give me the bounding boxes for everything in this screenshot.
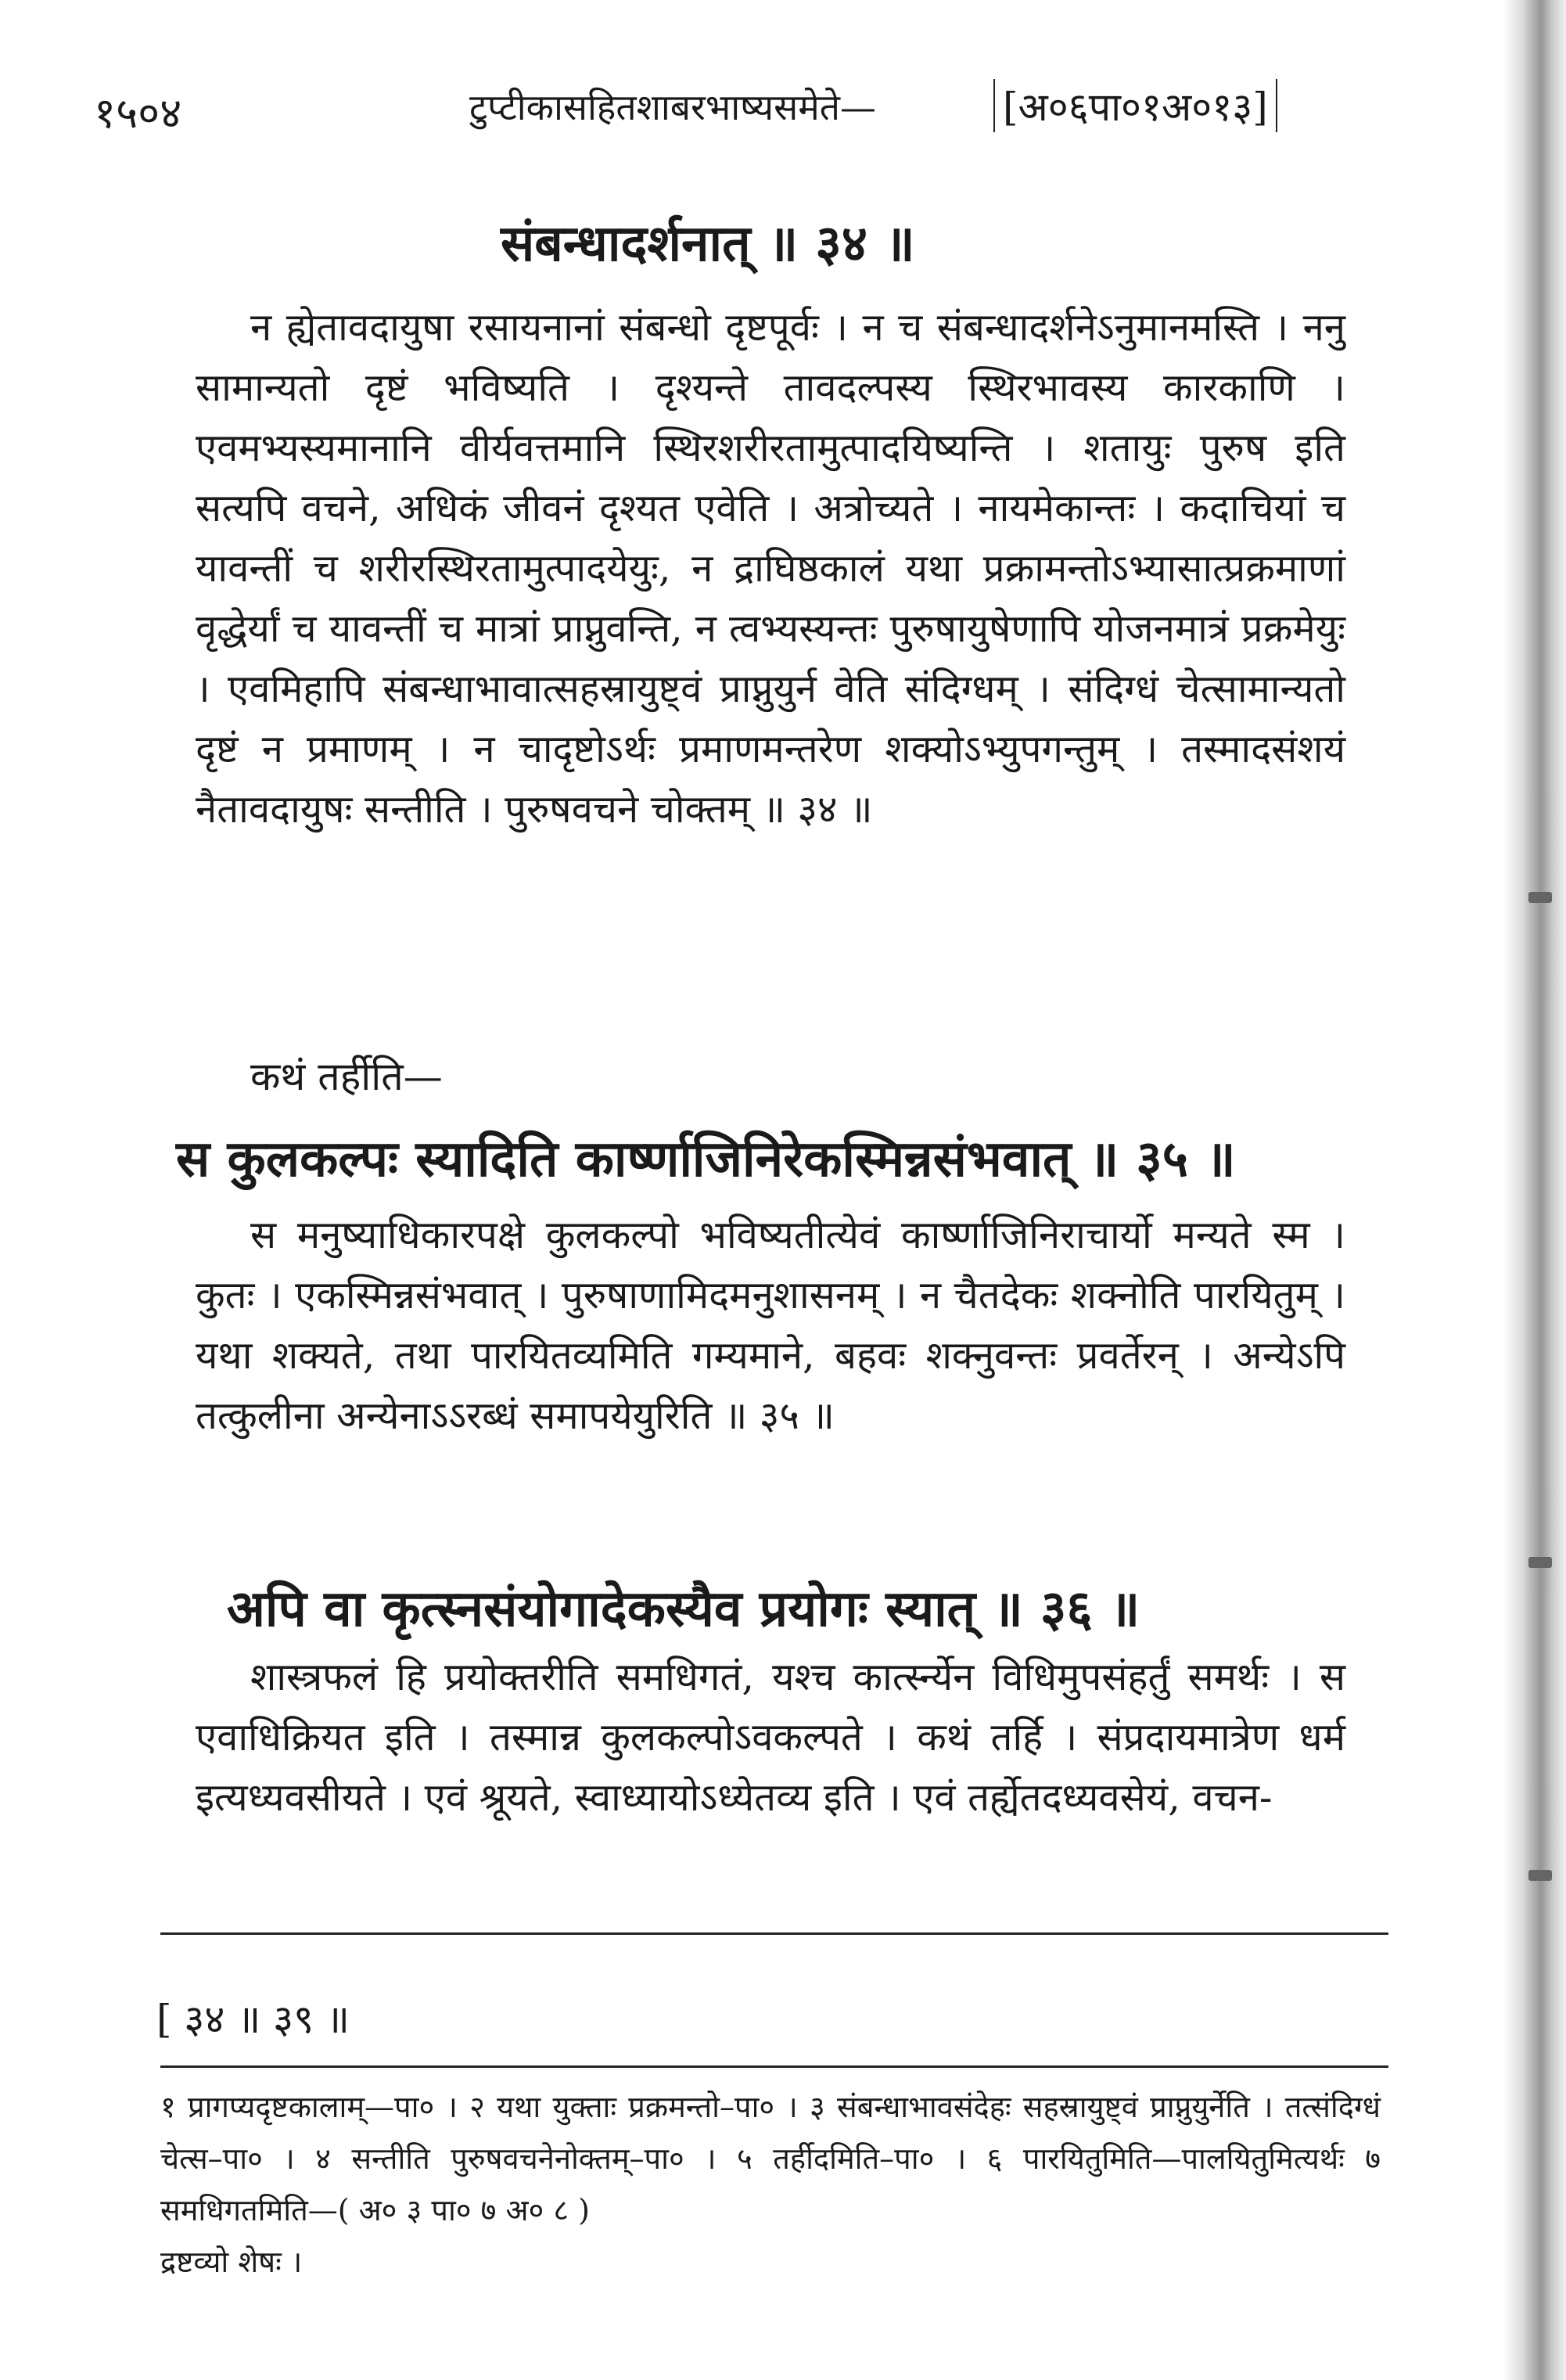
- footnotes: [160, 2081, 1381, 2288]
- separator-rule: [160, 1932, 1388, 1935]
- commentary-text: स मनुष्याधिकारपक्षे कुलकल्पो भविष्यतीत्येवं कार्ष्णाजिनिराचार्यो मन्यते स्म । कुतः । एकस्मिन्नसंभवात् । पुरुषाणामिदमनुशासनम् । न चैतदेकः शक्नोति पारयितुम् । यथा शक्यते, तथा पारयितव्यमिति गम्यमाने, बहवः शक्नुवन्तः प्रवर्तेरन् । अन्येऽपि तत्कुलीना अन्येनाऽऽरब्धं समापयेयुरिति ॥ ३५ ॥: [196, 1213, 1345, 1438]
- footnote-text: १ प्रागप्यदृष्टकालाम्—पा० । २ यथा युक्ताः प्रक्रमन्तो–पा० । ३ संबन्धाभावसंदेहः सहस्रायुष्ट्वं प्राप्नुयुर्नेति । तत्संदिग्धं चेत्स–पा० । ४ सन्तीति पुरुषवचनेनोक्तम्–पा० । ५ तर्हीदमिति–पा० । ६ पारयितुमिति—पालयितुमित्यर्थः ७ समधिगतमिति—( अ० ३ पा० ७ अ० ८ ): [160, 2090, 1381, 2227]
- commentary-35: [196, 1205, 1345, 1565]
- footnote-text: द्रष्टव्यो शेषः ।: [160, 2245, 303, 2279]
- reference-numbers: [ ३४ ॥ ३९ ॥: [156, 1997, 350, 2042]
- running-title: टुप्टीकासहितशाबरभाष्यसमेते—: [469, 86, 876, 128]
- commentary-text: न ह्येतावदायुषा रसायनानां संबन्धो दृष्टपूर्वः । न च संबन्धादर्शनेऽनुमानमस्ति । ननु सामान्यतो दृष्टं भविष्यति । दृश्यन्ते तावदल्पस्य स्थिरभावस्य कारकाणि । एवमभ्यस्यमानानि वीर्यवत्तमानि स्थिरशरीरतामुत्पादयिष्यन्ति । शतायुः पुरुष इति सत्यपि वचने, अधिकं जीवनं दृश्यत एवेति । अत्रोच्यते । नायमेकान्तः । कदाचियां च यावन्तीं च शरीरस्थिरतामुत्पादयेयुः, न द्राघिष्ठकालं यथा प्रक्रामन्तोऽभ्यासात्प्रक्रमाणां वृद्धेर्यां च यावन्तीं च मात्रां प्राप्नुवन्ति, न त्वभ्यस्यन्तः पुरुषायुषेणापि योजनमात्रं प्रक्रमेयुः । एवमिहापि संबन्धाभावात्सहस्रायुष्ट्वं प्राप्नुयुर्न वेति संदिग्धम् । संदिग्धं चेत्सामान्यतो दृष्टं न प्रमाणम् । न चादृष्टोऽर्थः प्रमाणमन्तरेण शक्योऽभ्युपगन्तुम् । तस्मादसंशयं नैतावदायुषः सन्तीति । पुरुषवचने चोक्तम् ॥ ३४ ॥: [196, 305, 1345, 832]
- section-reference: [अ०६पा०१अ०१३]: [993, 79, 1277, 132]
- page-edge-shadow: [1503, 0, 1566, 2380]
- sutra-35: स कुलकल्पः स्यादिति कार्ष्णाजिनिरेकस्मिन्नसंभवात् ॥ ३५ ॥: [176, 1130, 1236, 1188]
- footnote-rule: [160, 2065, 1388, 2068]
- page-number: १५०४: [94, 88, 182, 138]
- edge-mark: [1528, 892, 1552, 903]
- edge-mark: [1528, 1870, 1552, 1881]
- page-header: [94, 74, 1377, 145]
- commentary-text: शास्त्रफलं हि प्रयोक्तरीति समधिगतं, यश्च कार्त्स्न्येन विधिमुपसंहर्तुं समर्थः । स एवाधिक्रियत इति । तस्मान्न कुलकल्पोऽवकल्पते । कथं तर्हि । संप्रदायमात्रेण धर्म इत्यध्यवसीयते । एवं श्रूयते, स्वाध्यायोऽध्येतव्य इति । एवं तर्ह्येतदध्यवसेयं, वचन-: [196, 1655, 1345, 1820]
- edge-mark: [1528, 1557, 1552, 1568]
- sutra-36: अपि वा कृत्स्नसंयोगादेकस्यैव प्रयोगः स्यात् ॥ ३६ ॥: [227, 1580, 1140, 1638]
- intro-line-35: कथं तर्हीति—: [250, 1054, 443, 1099]
- commentary-34: [196, 297, 1345, 1033]
- sutra-34: संबन्धादर्शनात् ॥ ३४ ॥: [501, 214, 915, 273]
- commentary-36: [196, 1647, 1345, 1960]
